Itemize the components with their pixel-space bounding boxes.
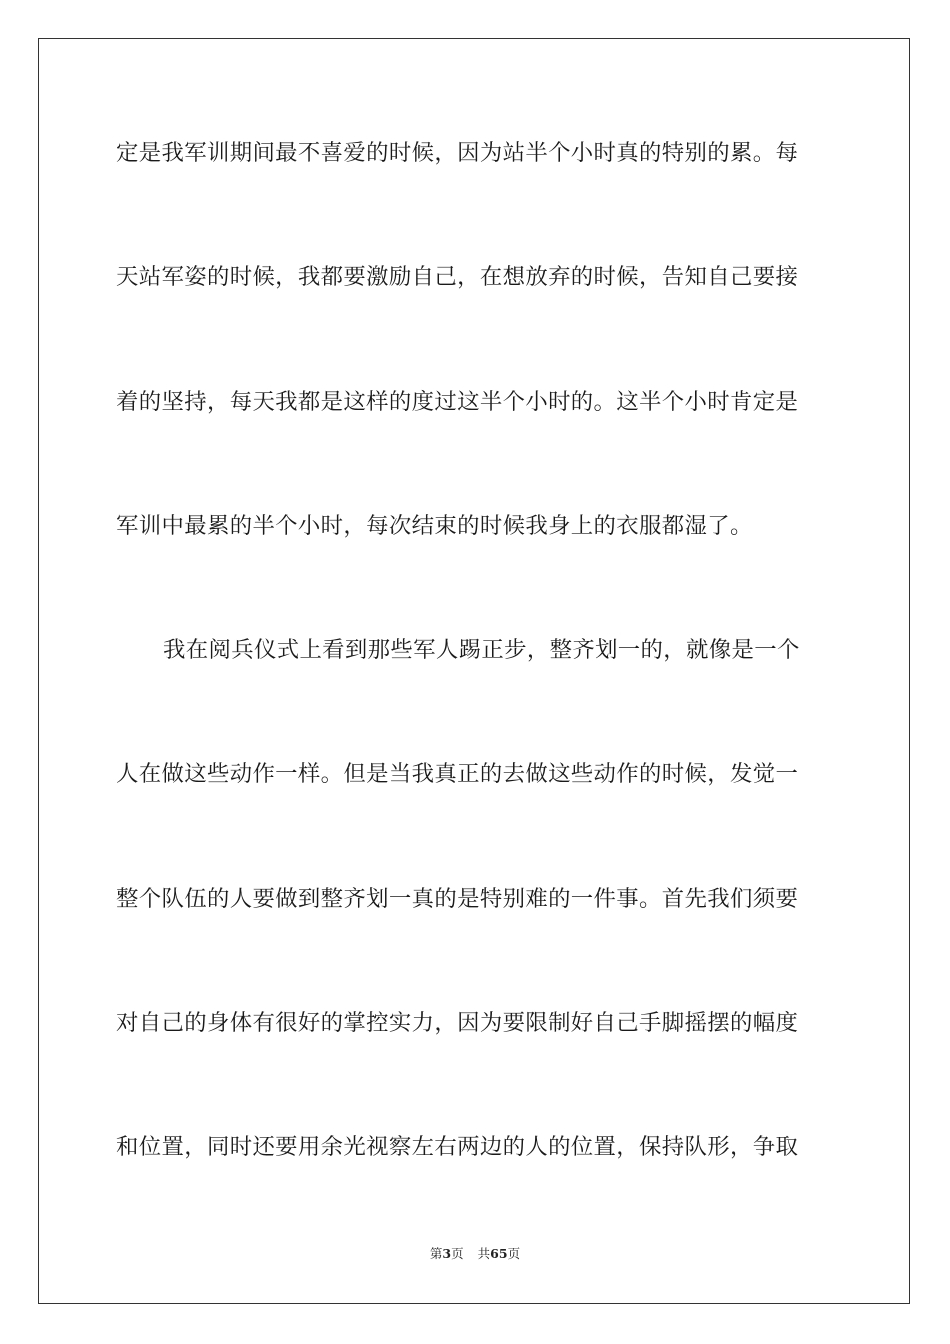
text-line: 着的坚持，每天我都是这样的度过这半个小时的。这半个小时肯定是: [116, 388, 799, 415]
page-number: 3: [442, 1246, 452, 1261]
text-line: 军训中最累的半个小时，每次结束的时候我身上的衣服都湿了。: [116, 512, 753, 539]
text-line: 和位置，同时还要用余光视察左右两边的人的位置，保持队形，争取: [116, 1134, 799, 1161]
document-body: [116, 108, 832, 1227]
text-line: 天站军姿的时候，我都要激励自己，在想放弃的时候，告知自己要接: [116, 264, 799, 291]
text-line: 人在做这些动作一样。但是当我真正的去做这些动作的时候，发觉一: [116, 761, 799, 788]
text-line: 对自己的身体有很好的掌控实力，因为要限制好自己手脚摇摆的幅度: [116, 1010, 799, 1037]
page-number-label: 第3页: [429, 1246, 464, 1261]
total-pages: 65: [490, 1246, 508, 1261]
page-footer: [0, 1244, 950, 1262]
paragraph-start-line: 我在阅兵仪式上看到那些军人踢正步，整齐划一的，就像是一个: [163, 637, 800, 664]
text-line: 整个队伍的人要做到整齐划一真的是特别难的一件事。首先我们须要: [116, 885, 799, 912]
total-pages-label: 共65页: [477, 1246, 521, 1261]
text-line: 定是我军训期间最不喜爱的时候，因为站半个小时真的特别的累。每: [116, 140, 799, 166]
